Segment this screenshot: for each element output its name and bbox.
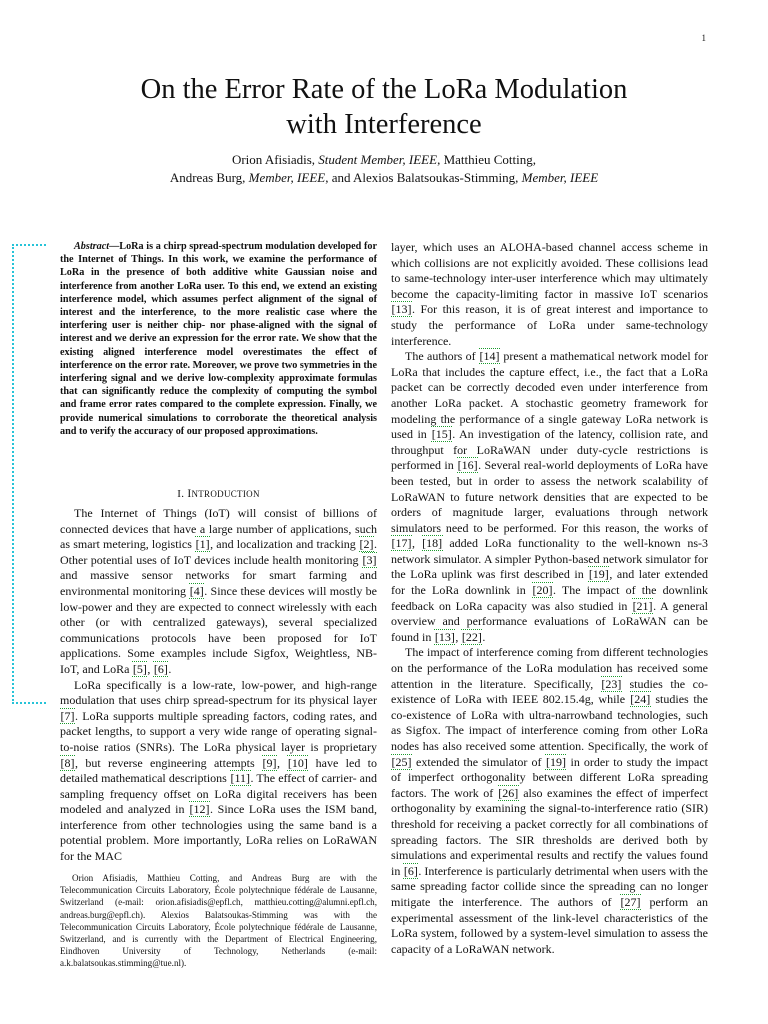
paragraph [391, 240, 708, 349]
author-text: Orion Afisiadis, [231, 152, 319, 167]
paragraph-text: added LoRa functionality to the well-known ns-3 network simulator. A simpler Python-based network simulator for the LoRa uplink was first described in [391, 536, 708, 582]
author-membership: Student Member, IEEE [318, 152, 438, 167]
citation-link[interactable]: [19] [588, 567, 609, 582]
paragraph-text: and massive sensor networks for smart farming and environmental monitoring [60, 568, 377, 598]
footnote-text: Orion Afisiadis, Matthieu Cotting, and Andreas Burg are with the Telecommunication Circuits Laboratory, École polytechnique fédérale de Lausanne, Switzerland (e-mail: orion.afisiadis@epfl.ch, matthieu.cotting@alumni.epfl.ch, andreas.burg@epfl.ch). Alexios Balatsoukas-Stimming was with the Telecommunication Circuits Laboratory, École polytechnique fédérale de Lausanne, Switzerland, and is currently with the Department of Electrical Engineering, Eindhoven University of Technology, Netherlands (e-mail: a.k.balatsoukas.stimming@tue.nl). [60, 873, 377, 969]
paragraph [391, 349, 708, 645]
paragraph-text: . For this reason, it is of great interest and importance to study the performance of LoRa under same-technology interference. [391, 302, 708, 348]
section-title-initial: I [187, 488, 192, 500]
paragraph-text: present a mathematical network model for LoRa that includes the capture effect, i.e., the fact that a LoRa packet can be correctly decoded even under interference from another LoRa packet. A stochastic geometry framework for modeling the performance of a single gateway LoRa network is used in [391, 349, 708, 442]
paragraph-text: , and later extended for the LoRa downlink in [391, 567, 708, 598]
paragraph [391, 645, 708, 957]
citation-link[interactable]: [3] [362, 552, 377, 567]
author-text: , Matthieu Cotting, [437, 152, 537, 167]
abstract-label: Abstract [74, 241, 110, 252]
citation-link[interactable]: [18] [422, 536, 443, 551]
citation-link[interactable]: [8] [60, 755, 75, 770]
paragraph-text: , [455, 629, 462, 644]
citation-link[interactable]: [7] [60, 708, 75, 723]
paragraph [60, 506, 377, 678]
paragraph-text: also examines the effect of imperfect orthogonality by examining the signal-to-interference ratio (SIR) threshold for receiving a packet correctly for all combinations of spreading factors. The SIR thresholds are derived both by simulations and experimental results and rectify the values found in [391, 785, 708, 878]
citation-link[interactable]: [19] [545, 754, 566, 769]
paragraph-text: have led to detailed mathematical descriptions [60, 755, 377, 786]
citation-link[interactable]: [20] [532, 583, 553, 598]
margin-annotation-bracket [12, 244, 46, 704]
paragraph-text: LoRa specifically is a low-rate, low-power, and high-range modulation that uses chirp spread-spectrum for its physical layer [60, 677, 377, 708]
section-heading-introduction [60, 488, 377, 500]
paragraph-text: . An investigation of the latency, collision rate, and throughput for LoRaWAN under duty-cycle restrictions is performed in [391, 427, 708, 473]
citation-link[interactable]: [24] [630, 692, 651, 707]
citation-link[interactable]: [22] [461, 629, 482, 644]
paragraph-text: . The effect of carrier- and sampling frequency offset on LoRa digital receivers has been modeled and analyzed in [60, 771, 378, 817]
citation-link[interactable]: [26] [498, 785, 519, 800]
paragraph-text: , [276, 755, 288, 770]
citation-link[interactable]: [6] [403, 863, 418, 878]
left-column-body [60, 506, 377, 865]
author-footnote [60, 872, 377, 970]
paragraph-text: . Since LoRa uses the ISM band, interference from other technologies using the same band is a potential problem. More importantly, LoRa relies on LoRaWAN for the MAC [60, 802, 377, 864]
paper-title [0, 72, 768, 142]
paragraph-text: extended the simulator of [412, 754, 546, 769]
paragraph-text: , but reverse engineering attempts [75, 755, 262, 770]
citation-link[interactable]: [11] [230, 771, 251, 786]
citation-link[interactable]: [25] [391, 754, 412, 769]
citation-link[interactable]: [5] [132, 661, 147, 676]
paragraph-text: . LoRa supports multiple spreading factors, coding rates, and packet lengths, to support a very wide range of operating signal-to-noise ratios (SNRs). The LoRa physical layer is proprietary [60, 708, 377, 754]
paragraph-text: studies the co-existence of LoRa with ultra-narrowband technologies, such as Sigfox. The impact of interference coming from other LoRa nodes has also received some attention. Specifically, the work of [391, 692, 708, 753]
paragraph-text: . Since these devices will mostly be low-power and they are expected to connect wirelessly with each other (or with centralized gateways), several specialized communications protocols have been proposed for IoT applications. Some examples include Sigfox, Weightless, NB-IoT, and LoRa [60, 583, 377, 676]
title-line-2: with Interference [286, 109, 482, 140]
paragraph-text: The impact of interference coming from different technologies on the performance of the LoRa modulation has received some attention in the literature. Specifically, [391, 645, 708, 691]
paragraph-text: perform an experimental assessment of the link-level characteristics of the LoRa system, followed by a system-level simulation to assess the capacity of a LoRaWAN network. [391, 894, 709, 956]
paragraph-text: . Other potential uses of IoT devices include health monitoring [60, 537, 378, 567]
section-numeral: I. [177, 488, 188, 500]
citation-link[interactable]: [27] [620, 894, 641, 909]
citation-link[interactable]: [12] [189, 802, 210, 817]
paragraph-text: in order to study the impact of imperfect orthogonality between different LoRa spreading factors. The work of [391, 754, 709, 800]
citation-link[interactable]: [13] [434, 629, 455, 644]
paragraph [60, 678, 377, 865]
author-text: Andreas Burg, [169, 170, 249, 185]
title-line-1: On the Error Rate of the LoRa Modulation [140, 74, 628, 105]
citation-link[interactable]: [4] [189, 583, 204, 598]
paragraph-text: , [147, 661, 154, 676]
paragraph-text: . [168, 661, 172, 676]
citation-link[interactable]: [21] [632, 598, 653, 613]
page-number: 1 [701, 33, 706, 43]
citation-link[interactable]: [9] [262, 755, 277, 770]
author-list [0, 151, 768, 187]
author-membership: Member, IEEE [248, 170, 326, 185]
citation-link[interactable]: [1] [195, 537, 210, 552]
citation-link[interactable]: [10] [287, 755, 308, 770]
paragraph-text: layer, which uses an ALOHA-based channel access scheme in which collisions are not explicitly avoided. These collisions lead to same-technology inter-user interference which may ultimately become the capacity-limiting factor in massive IoT scenarios [391, 240, 708, 301]
author-membership: Member, IEEE [521, 170, 599, 185]
author-line-2 [0, 169, 768, 187]
section-title-rest: NTRODUCTION [191, 489, 260, 499]
citation-link[interactable]: [2] [359, 537, 374, 552]
author-line-1 [0, 151, 768, 169]
paragraph-text: . Several real-world deployments of LoRa have been tested, but in order to assess the network scalability of LoRaWAN to future network densities that are expected to be orders of magnitude larger, evaluations through network simulators need to be performed. For this reason, the works of [391, 458, 709, 535]
citation-link[interactable]: [17] [391, 536, 412, 551]
citation-link[interactable]: [14] [479, 349, 500, 364]
author-text: , and Alexios Balatsoukas-Stimming, [325, 170, 522, 185]
paragraph-text: . The impact of the downlink feedback on LoRa capacity was also studied in [391, 583, 708, 613]
paragraph-text: . Interference is particularly detrimental when users with the same spreading factor collide since the spreading can no longer mitigate the interference. The authors of [391, 863, 708, 909]
paragraph-text: , [412, 536, 422, 551]
citation-link[interactable]: [13] [391, 302, 412, 317]
abstract [60, 240, 377, 438]
right-column-body [391, 240, 708, 957]
citation-link[interactable]: [23] [601, 676, 622, 691]
paragraph-text: The authors of [405, 349, 480, 364]
paragraph-text: , and localization and tracking [210, 537, 360, 552]
abstract-text: —LoRa is a chirp spread-spectrum modulation developed for the Internet of Things. In this work, we examine the performance of LoRa in the presence of both additive white Gaussian noise and interference from another LoRa user. To this end, we extend an existing interference model, which assumes perfect alignment of the signal of interest and the interference, to the more realistic case where the interfering user is neither chip- nor phase-aligned with the signal of interest and we derive an expression for the error rate. We show that the existing aligned interference model overestimates the effect of interference on the error rate. Moreover, we prove two symmetries in the interfering signal and we derive low-complexity approximate formulas that can significantly reduce the complexity of computing the symbol and frame error rates compared to the complete expression. Finally, we provide numerical simulations to corroborate the theoretical analysis and to verify the accuracy of our proposed approximations. [60, 241, 377, 437]
paragraph-text: . [482, 629, 486, 644]
citation-link[interactable]: [16] [457, 458, 478, 473]
paragraph-text: . A general overview and performance evaluations of LoRaWAN can be found in [391, 598, 708, 644]
citation-link[interactable]: [6] [153, 661, 168, 676]
citation-link[interactable]: [15] [431, 427, 452, 442]
paragraph-text: studies the co-existence of LoRa with IEEE 802.15.4g, while [391, 676, 708, 707]
paragraph-text: The Internet of Things (IoT) will consist of billions of connected devices that have a large number of applications, such as smart metering, logistics [60, 506, 377, 552]
